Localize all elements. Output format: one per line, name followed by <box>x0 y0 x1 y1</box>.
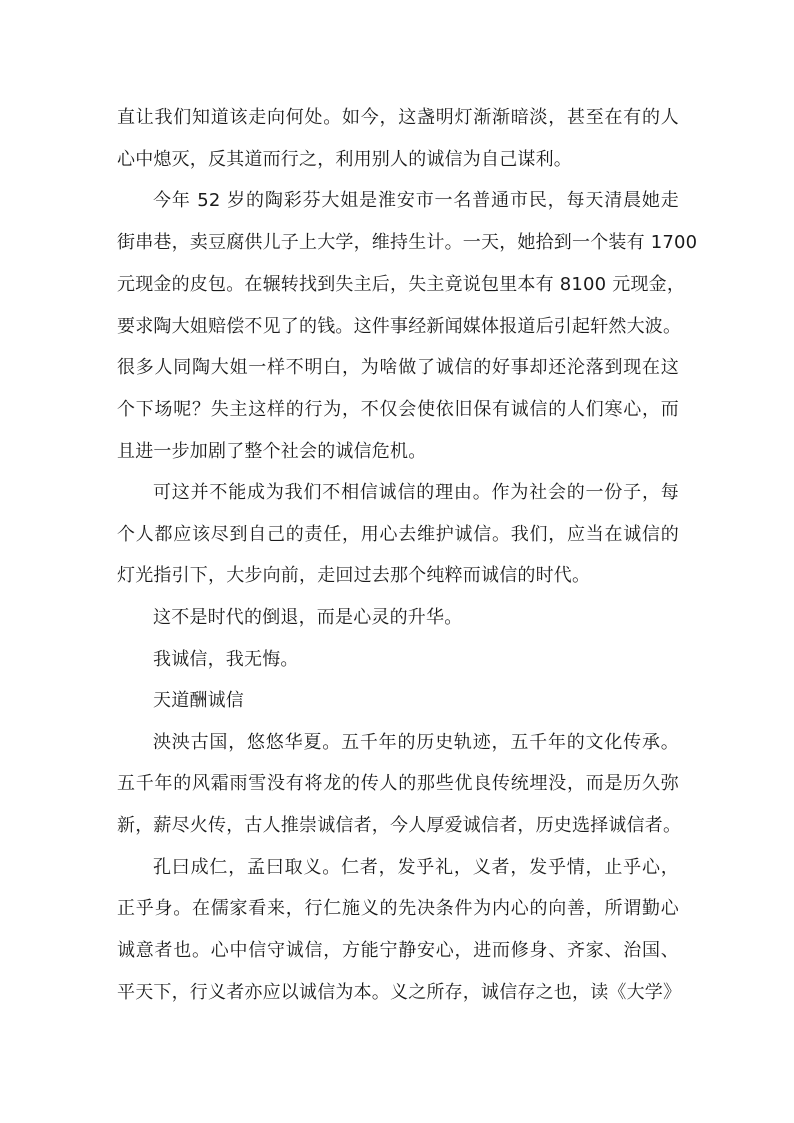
text-line: 个下场呢？失主这样的行为，不仅会使依旧保有诚信的人们寒心，而 <box>117 399 679 420</box>
text-line: 个人都应该尽到自己的责任，用心去维护诚信。我们，应当在诚信的 <box>117 524 679 545</box>
section-heading: 天道酬诚信 <box>153 690 244 711</box>
text-line: 元现金的皮包。在辗转找到失主后，失主竟说包里本有 8100 元现金， <box>117 274 686 295</box>
text-line: 街串巷，卖豆腐供儿子上大学，维持生计。一天，她拾到一个装有 1700 <box>117 232 698 253</box>
text-line: 我诚信，我无悔。 <box>153 649 299 670</box>
text-line: 平天下，行义者亦应以诚信为本。义之所存，诚信存之也，读《大学》 <box>117 982 682 1003</box>
text-line: 心中熄灭，反其道而行之，利用别人的诚信为自己谋利。 <box>117 149 572 170</box>
text-line: 诚意者也。心中信守诚信，方能宁静安心，进而修身、齐家、治国、 <box>117 940 679 961</box>
text-line: 可这并不能成为我们不相信诚信的理由。作为社会的一份子，每 <box>153 482 679 503</box>
text-line: 要求陶大姐赔偿不见了的钱。这件事经新闻媒体报道后引起轩然大波。 <box>117 316 682 337</box>
text-line: 很多人同陶大姐一样不明白，为啥做了诚信的好事却还沦落到现在这 <box>117 357 679 378</box>
text-line: 这不是时代的倒退，而是心灵的升华。 <box>153 607 463 628</box>
text-line: 五千年的风霜雨雪没有将龙的传人的那些优良传统埋没，而是历久弥 <box>117 773 679 794</box>
text-line: 泱泱古国，悠悠华夏。五千年的历史轨迹，五千年的文化传承。 <box>153 732 679 753</box>
text-line: 灯光指引下，大步向前，走回过去那个纯粹而诚信的时代。 <box>117 565 591 586</box>
text-line: 直让我们知道该走向何处。如今，这盏明灯渐渐暗淡，甚至在有的人 <box>117 107 679 128</box>
text-line: 新，薪尽火传，古人推崇诚信者，今人厚爱诚信者，历史选择诚信者。 <box>117 815 682 836</box>
text-line: 今年 52 岁的陶彩芬大姐是淮安市一名普通市民，每天清晨她走 <box>153 190 679 211</box>
text-line: 正乎身。在儒家看来，行仁施义的先决条件为内心的向善，所谓勤心 <box>117 898 679 919</box>
text-line: 且进一步加剧了整个社会的诚信危机。 <box>117 441 427 462</box>
text-line: 孔曰成仁，孟曰取义。仁者，发乎礼，义者，发乎情，止乎心， <box>153 857 679 878</box>
